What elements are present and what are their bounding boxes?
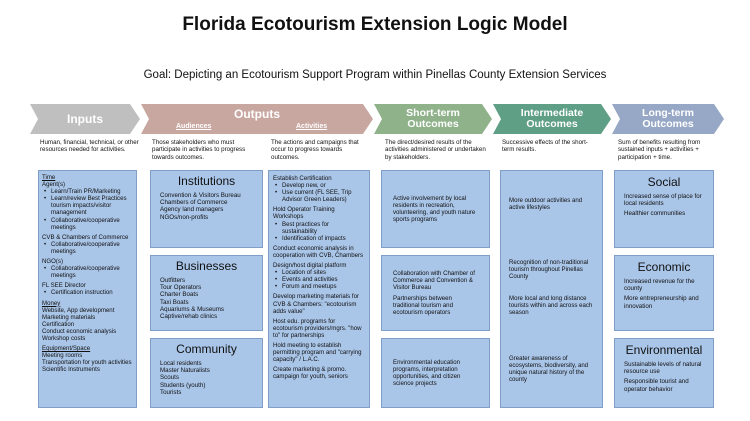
list-item: More entrepreneurship and innovation: [624, 295, 699, 310]
list-item: • Collaborative/cooperative meetings: [42, 217, 133, 231]
goal-statement: Goal: Depicting an Ecotourism Support Program within Pinellas County Extension Services: [143, 69, 607, 81]
list-item: Tourists: [160, 388, 182, 396]
activities-subheader: Activities: [296, 123, 328, 130]
businesses-box: [150, 255, 263, 331]
social-title: Social: [647, 175, 681, 189]
list-item: • Collaborative/cooperative meetings: [42, 241, 133, 255]
agent-list: [42, 188, 133, 231]
short-term-box-1: [381, 170, 490, 248]
list-item: NGOs/non-profits: [160, 213, 209, 221]
list-item: • Develop new, or: [273, 182, 365, 189]
institutions-box: [150, 170, 263, 248]
list-item: Marketing materials: [42, 313, 96, 321]
platform-activity: Design/host digital platform: [273, 262, 347, 270]
list-item: Sustainable levels of natural resource use: [624, 361, 702, 376]
short-term-outcome: Collaboration with Chamber of Commerce and Convention & Visitor Bureau: [393, 269, 475, 291]
community-box: [150, 338, 263, 408]
list-item: • Learn/Train PR/Marketing: [42, 188, 133, 195]
list-item: Workshop costs: [42, 334, 86, 342]
short-term-outcome: Environmental education programs, interpretation opportunities, and citizen science projects: [393, 358, 461, 388]
environmental-box: [614, 338, 714, 408]
short-term-description: The direct/desired results of the activities administered or undertaken by stakeholders.: [385, 139, 486, 161]
director-label: FL SEE Director: [42, 282, 86, 290]
intermediate-description: Successive effects of the short-term results.: [502, 139, 588, 154]
intermediate-header-line2: Outcomes: [526, 118, 578, 130]
permitting-activity: Hold meeting to establish permitting program and "carrying capacity" / L.A.C.: [273, 341, 362, 364]
list-item: Scouts: [160, 374, 179, 382]
inputs-header-label: Inputs: [67, 111, 103, 126]
short-term-header-line2: Outcomes: [407, 118, 459, 130]
list-item: Healthier communities: [624, 210, 686, 218]
institutions-title: Institutions: [177, 174, 236, 188]
list-item: Responsible tourist and operator behavior: [624, 378, 689, 393]
inputs-description: Human, financial, technical, or other resources needed for activities.: [40, 139, 139, 154]
list-item: Agency land managers: [160, 206, 224, 214]
environmental-title: Environmental: [625, 343, 703, 357]
economic-analysis-activity: Conduct economic analysis in cooperation with CVB, Chambers: [273, 244, 364, 259]
list-item: Tour Operators: [160, 284, 202, 292]
intermediate-header-arrow: [493, 104, 611, 134]
list-item: Aquariums & Museums: [160, 305, 224, 313]
list-item: Certification: [42, 320, 75, 328]
page-title: Florida Ecotourism Extension Logic Model: [182, 14, 568, 35]
long-term-header-arrow: [612, 104, 724, 134]
list-item: Captive/rehab clinics: [160, 313, 218, 321]
list-item: Outfitters: [160, 277, 186, 284]
activities-box: [268, 170, 370, 408]
time-heading: Time: [42, 174, 56, 181]
cvb-label: CVB & Chambers of Commerce: [42, 233, 129, 241]
marketing-activity: Develop marketing materials for CVB & Chambers: "ecotourism adds value": [273, 293, 360, 315]
list-item: Students (youth): [160, 381, 206, 389]
list-item: • Collaborative/cooperative meetings: [42, 265, 133, 279]
list-item: Convention & Visitors Bureau: [160, 192, 241, 199]
list-item: Charter Boats: [160, 291, 199, 299]
short-term-header-line1: Short-term: [406, 107, 460, 119]
list-item: Conduct economic analysis: [42, 327, 117, 335]
list-item: Increased revenue for the county: [624, 278, 695, 293]
intermediate-outcome-1: More outdoor activities and active lifestyles: [509, 197, 583, 212]
list-item: • Forum and meetups: [273, 283, 365, 290]
list-item: Taxi Boats: [160, 298, 189, 306]
list-item: Local residents: [160, 360, 202, 367]
economic-box: [614, 255, 714, 331]
outputs-header-label: Outputs: [234, 107, 280, 121]
short-term-header-arrow: [374, 104, 492, 134]
list-item: • Events and activities: [273, 276, 365, 283]
list-item: Master Naturalists: [160, 367, 210, 375]
list-item: • Learn/review Best Practices tourism impacts/visitor management: [42, 195, 133, 216]
intermediate-outcome-4: Greater awareness of ecosystems, biodiversity, and unique natural history of the county: [509, 355, 589, 384]
short-term-outcome: Partnerships between traditional tourism and ecotourism operators: [393, 295, 453, 317]
businesses-title: Businesses: [175, 259, 238, 273]
activities-description: The actions and campaigns that occur to progress towards outcomes.: [271, 139, 359, 161]
agents-label: Agent(s): [42, 181, 66, 189]
short-term-outcome: Active involvement by local residents in recreation, volunteering, and youth nature sports programs: [393, 194, 476, 224]
certification-activity: Establish Certification: [273, 175, 332, 182]
workshops-activity: Hold Operator Training Workshops: [273, 206, 335, 221]
list-item: Scientific Instruments: [42, 366, 100, 374]
audiences-subheader: Audiences: [176, 123, 212, 130]
programs-activity: Host edu. programs for ecotourism providers/mgrs. "how to" for partnerships: [273, 317, 362, 339]
money-heading: Money: [42, 299, 61, 307]
community-title: Community: [176, 342, 237, 356]
list-item: • Identification of impacts: [273, 235, 365, 242]
inputs-box: [38, 170, 137, 408]
long-term-header-line1: Long-term: [642, 107, 694, 119]
list-item: Transportation for youth activities: [42, 359, 132, 367]
short-term-box-3: [381, 338, 490, 408]
list-item: Increased sense of place for local residents: [624, 193, 702, 208]
equipment-heading: Equipment/Space: [42, 345, 91, 353]
social-box: [614, 170, 714, 248]
long-term-header-line2: Outcomes: [642, 118, 694, 130]
inputs-header-arrow: [30, 104, 140, 134]
ngos-label: NGO(s): [42, 258, 63, 266]
list-item: • Certification instruction: [42, 289, 133, 296]
campaign-activity: Create marketing & promo. campaign for youth, seniors: [273, 366, 348, 381]
intermediate-box: [500, 170, 603, 408]
list-item: Website, App development: [42, 306, 115, 314]
audiences-description: Those stakeholders who must participate in activities to progress towards outcomes.: [152, 139, 246, 161]
intermediate-header-line1: Intermediate: [520, 107, 584, 119]
list-item: • Use current (FL SEE, Trip Advisor Green Leaders): [273, 189, 365, 203]
list-item: Meeting rooms: [42, 352, 83, 360]
list-item: Chambers of Commerce: [160, 199, 228, 207]
intermediate-outcome-2: Recognition of non-traditional tourism throughout Pinellas County: [509, 259, 589, 281]
economic-title: Economic: [637, 260, 691, 274]
list-item: • Best practices for sustainability: [273, 221, 365, 235]
long-term-description: Sum of benefits resulting from sustained inputs + activities + participation + time.: [618, 139, 701, 161]
intermediate-outcome-3: More local and long distance tourists within and across each season: [509, 295, 593, 317]
list-item: • Location of sites: [273, 269, 365, 276]
short-term-box-2: [381, 255, 490, 331]
